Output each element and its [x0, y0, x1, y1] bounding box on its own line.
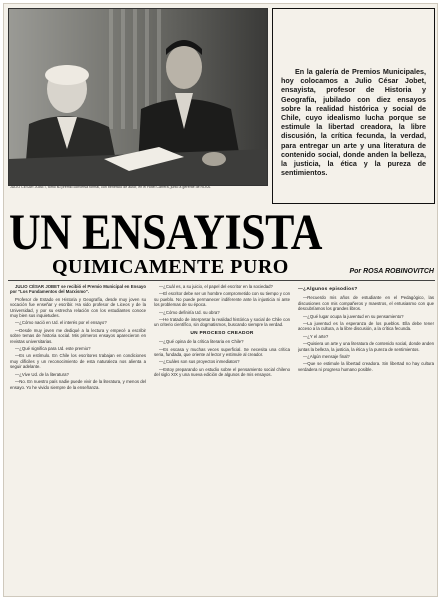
text-column-3: [298, 284, 434, 594]
section-subheading: —¿Algunos episodios?: [298, 287, 358, 292]
photo-caption: JULIO CÉSAR JOBET, tomo su premio conversa formal, con beneficio de autor, en el Hotel Carrera, junto a gerente de RLKA.: [10, 185, 211, 189]
paragraph: —Recuerdo mis años de estudiante en el Pedagógico, las discusiones con mis compañeros y maestros, el entusiasmo con que descubríamos los grandes libros.: [298, 295, 434, 312]
paragraph: —¿Vive Ud. de la literatura?: [15, 371, 69, 377]
paragraph: —La juventud es la esperanza de los pueblos. Ella debe tener acceso a la cultura, a la libre discusión, a la crítica fecunda.: [298, 321, 434, 332]
intro-box: [272, 8, 435, 204]
paragraph: —¿Algún mensaje final?: [303, 354, 350, 360]
article-photo: [8, 8, 268, 186]
paragraph: —¿Cuál es, a su juicio, el papel del escritor en la sociedad?: [159, 284, 273, 289]
paragraph: —¿Cómo definiría Ud. su obra?: [159, 309, 220, 315]
paragraph: —¿Cuáles son sus proyectos inmediatos?: [159, 359, 240, 365]
paragraph: —No. En nuestro país nadie puede vivir de la literatura, y menos del ensayo. Yo he vivido siempre de la enseñanza.: [10, 379, 146, 390]
text-column-2: [154, 284, 290, 594]
paragraph: —¿Qué significa para Ud. este premio?: [15, 346, 91, 352]
paragraph: —¿Qué lugar ocupa la juventud en su pensamiento?: [303, 313, 404, 319]
paragraph: —Es escasa y muchas veces superficial. Se necesita una crítica seria, fundada, que oriente al lector y estimule al creador.: [154, 346, 290, 358]
paragraph: —¿Cómo nació en Ud. el interés por el ensayo?: [15, 320, 107, 326]
subheadline: QUIMICAMENTE PURO: [52, 256, 289, 278]
paragraph: Profesor de Estado en Historia y Geografía, desde muy joven su vocación fue enseñar y escribir. Ha sido profesor de Liceos y de la Universidad, y por su estrecha relación con los estudiantes conoce muy bien sus inquietudes.: [10, 296, 146, 319]
paragraph: —Que se estimule la libertad creadora. Sin libertad no hay cultura verdadera ni progreso humano posible.: [298, 361, 434, 372]
paragraph: —¿Qué opina de la crítica literaria en Chile?: [159, 339, 244, 345]
paragraph: —Quisiera un arte y una literatura de contenido social, donde anden juntas la belleza, la justicia, la ética y la pureza de sentimientos.: [298, 341, 434, 352]
paragraph: —Es un estímulo. En Chile los escritores trabajan en condiciones muy difíciles y un reconocimiento de esta naturaleza nos alienta a seguir adelante.: [10, 353, 146, 370]
intro-text: En la galería de Premios Municipales, hoy colocamos a Julio César Jobet, ensayista, profesor de Historia y Geografía, jubilado con diez ensayos sobre la realidad histórica y social de Chile, cuyo idealismo lucha porque se estimule la libertad creadora, la libre discusión, la crítica fecunda, la verdad, para entregar un arte y una literatura de contenido social, donde anden la belleza, la justicia, la ética y la pureza de sentimientos.: [281, 67, 426, 178]
paragraph: JULIO CÉSAR JOBET se recibió el Premio Municipal en Ensayo por "Los Fundamentos del Marxismo".: [10, 284, 146, 295]
headline: UN ENSAYISTA: [9, 205, 322, 261]
paragraph: —Desde muy joven me dediqué a la lectura y empecé a escribir sobre temas de historia social. Mis primeros ensayos aparecieron en revistas universitarias.: [10, 327, 146, 344]
section-subheading: UN PROCESO CREADOR: [190, 330, 254, 336]
byline: Por ROSA ROBINOVITCH: [349, 268, 434, 275]
paragraph: —He tratado de interpretar la realidad histórica y social de Chile con un criterio científico, sin dogmatismos, buscando siempre la verdad.: [154, 317, 290, 328]
text-column-1: [10, 284, 146, 594]
photo-image: [9, 9, 267, 185]
divider: [8, 280, 435, 281]
paragraph: —Estoy preparando un estudio sobre el pensamiento social chileno del siglo XIX y una nueva edición de algunos de mis ensayos.: [154, 366, 290, 378]
paragraph: —El escritor debe ser un hombre comprometido con su tiempo y con su pueblo. No puede permanecer indiferente ante la injusticia ni ante los problemas de su época.: [154, 291, 290, 308]
paragraph: —¿Y el arte?: [303, 333, 329, 339]
magazine-page: [3, 3, 438, 597]
